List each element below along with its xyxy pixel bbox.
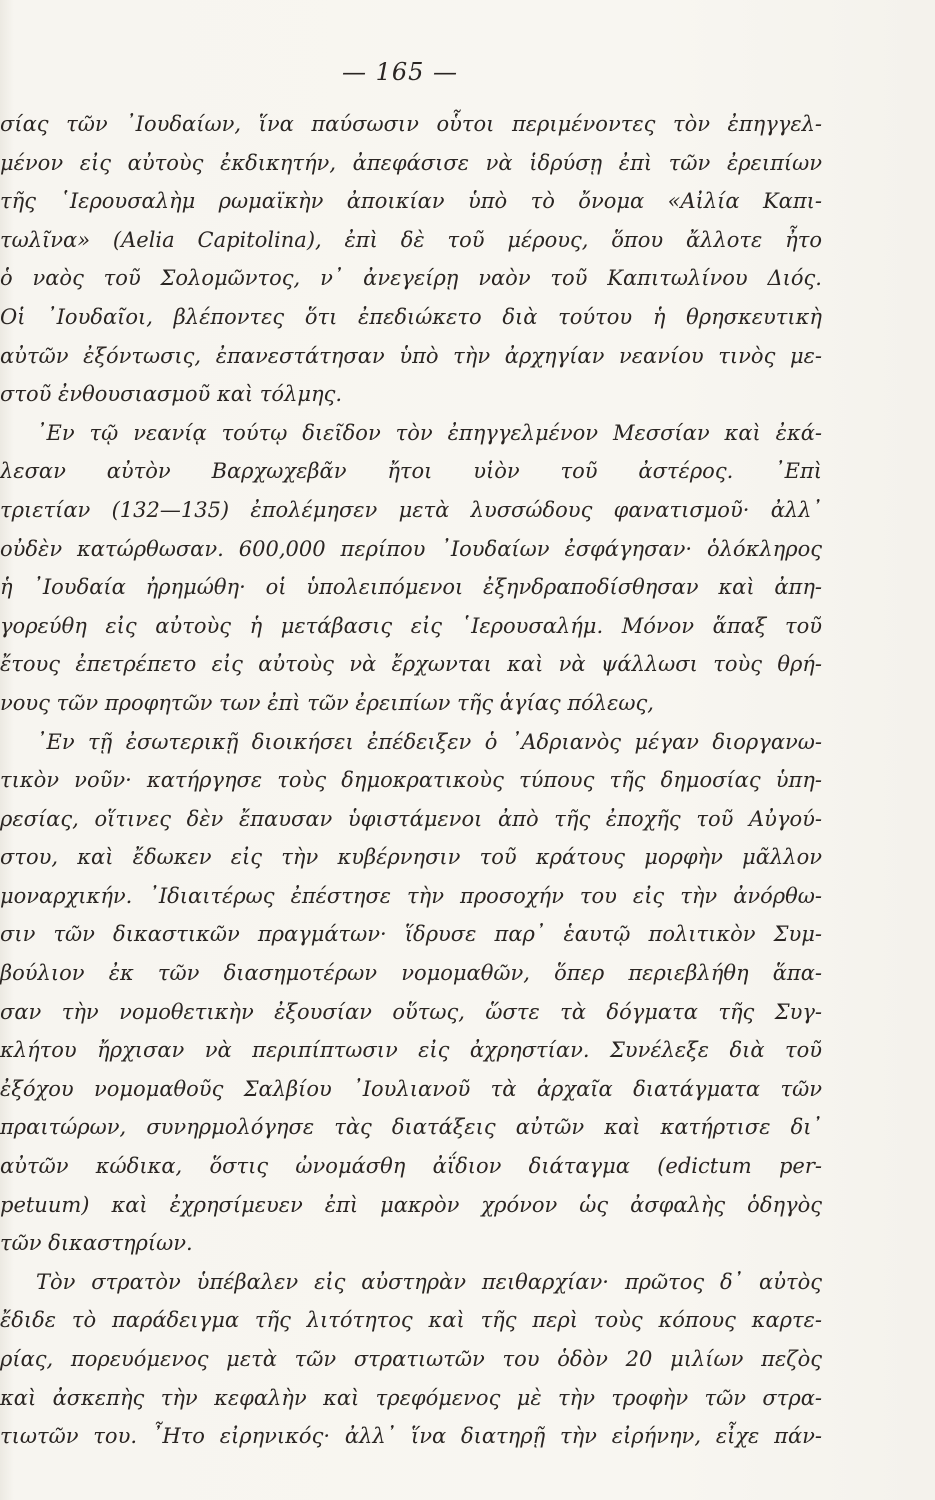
text-line: σίας τῶν ᾿Ιουδαίων, ἵνα παύσωσιν οὗτοι περιμένοντες τὸν ἐπηγγελ- bbox=[0, 112, 822, 136]
text-line: ἐξόχου νομομαθοῦς Σαλβίου ᾿Ιουλιανοῦ τὰ ἀρχαῖα διατάγματα τῶν bbox=[0, 1076, 822, 1101]
text-line: petuum) καὶ ἐχρησίμευεν ἐπὶ μακρὸν χρόνον ὡς ἀσφαλὴς ὁδηγὸς bbox=[0, 1192, 822, 1217]
text-line: ᾿Εν τῇ ἐσωτερικῇ διοικήσει ἐπέδειξεν ὁ ᾿Αδριανὸς μέγαν διοργανω- bbox=[36, 729, 822, 754]
text-line: ρεσίας, οἵτινες δὲν ἔπαυσαν ὑφιστάμενοι ἀπὸ τῆς ἐποχῆς τοῦ Αὐγού- bbox=[0, 806, 822, 831]
text-line: μοναρχικήν. ᾿Ιδιαιτέρως ἐπέστησε τὴν προσοχήν του εἰς τὴν ἀνόρθω- bbox=[0, 883, 822, 908]
text-line: τῶν δικαστηρίων. bbox=[0, 1231, 193, 1256]
text-line: σιν τῶν δικαστικῶν πραγμάτων· ἵδρυσε παρ᾿ ἑαυτῷ πολιτικὸν Συμ- bbox=[0, 922, 822, 947]
text-line: αὐτῶν κώδικα, ὅστις ὠνομάσθη ἀΐδιον διάταγμα (edictum per- bbox=[0, 1154, 822, 1179]
text-line: ἔτους ἐπετρέπετο εἰς αὐτοὺς νὰ ἔρχωνται καὶ νὰ ψάλλωσι τοὺς θρή- bbox=[0, 652, 822, 677]
text-line: ὁ ναὸς τοῦ Σολομῶντος, ν᾿ ἀνεγείρῃ ναὸν τοῦ Καπιτωλίνου Διός. bbox=[0, 266, 822, 291]
margin-mark bbox=[0, 1395, 40, 1419]
text-line: τικὸν νοῦν· κατήργησε τοὺς δημοκρατικοὺς τύπους τῆς δημοσίας ὑπη- bbox=[0, 768, 822, 793]
text-line: στου, καὶ ἔδωκεν εἰς τὴν κυβέρνησιν τοῦ κράτους μορφὴν μᾶλλον bbox=[0, 845, 822, 870]
text-line: αὐτῶν ἐξόντωσις, ἐπανεστάτησαν ὑπὸ τὴν ἀρχηγίαν νεανίου τινὸς με- bbox=[0, 343, 822, 368]
text-line: καὶ ἀσκεπὴς τὴν κεφαλὴν καὶ τρεφόμενος μὲ τὴν τροφὴν τῶν στρα- bbox=[0, 1385, 822, 1410]
page-number: — 165 — bbox=[341, 58, 459, 86]
text-line: Οἱ ᾿Ιουδαῖοι, βλέποντες ὅτι ἐπεδιώκετο διὰ τούτου ἡ θρησκευτικὴ bbox=[0, 304, 822, 329]
text-line: ρίας, πορευόμενος μετὰ τῶν στρατιωτῶν του ὁδὸν 20 μιλίων πεζὸς bbox=[0, 1347, 822, 1371]
text-line: νους τῶν προφητῶν των ἐπὶ τῶν ἐρειπίων τῆς ἁγίας πόλεως, bbox=[0, 690, 654, 715]
text-line: τωλῖνα» (Aelia Capitolina), ἐπὶ δὲ τοῦ μέρους, ὅπου ἄλλοτε ἦτο bbox=[0, 227, 822, 252]
body-text bbox=[0, 105, 822, 1456]
text-line: μένον εἰς αὐτοὺς ἐκδικητήν, ἀπεφάσισε νὰ ἱδρύσῃ ἐπὶ τῶν ἐρειπίων bbox=[0, 150, 822, 175]
text-line: τιωτῶν του. ῏Ητο εἰρηνικός· ἀλλ᾿ ἵνα διατηρῇ τὴν εἰρήνην, εἶχε πάν- bbox=[0, 1424, 822, 1449]
text-line: γορεύθη εἰς αὐτοὺς ἡ μετάβασις εἰς ῾Ιερουσαλήμ. Μόνον ἅπαξ τοῦ bbox=[0, 613, 822, 638]
text-line: βούλιον ἐκ τῶν διασημοτέρων νομομαθῶν, ὅπερ περιεβλήθη ἅπα- bbox=[0, 961, 822, 986]
text-line: στοῦ ἐνθουσιασμοῦ καὶ τόλμης. bbox=[0, 382, 343, 407]
text-line: Τὸν στρατὸν ὑπέβαλεν εἰς αὐστηρὰν πειθαρχίαν· πρῶτος δ᾿ αὐτὸς bbox=[36, 1269, 822, 1294]
text-line: τῆς ῾Ιερουσαλὴμ ρωμαϊκὴν ἀποικίαν ὑπὸ τὸ ὄνομα «Αἰλία Καπι- bbox=[0, 189, 822, 214]
text-line: ἡ ᾿Ιουδαία ἠρημώθη· οἱ ὑπολειπόμενοι ἐξηνδραποδίσθησαν καὶ ἀπη- bbox=[0, 575, 822, 600]
text-line: πραιτώρων, συνηρμολόγησε τὰς διατάξεις αὐτῶν καὶ κατήρτισε δι᾿ bbox=[0, 1115, 822, 1140]
text-line: λεσαν αὐτὸν Βαρχωχεβᾶν ἤτοι υἱὸν τοῦ ἀστέρος. ᾿Επὶ bbox=[0, 459, 822, 484]
text-line: ἔδιδε τὸ παράδειγμα τῆς λιτότητος καὶ τῆς περὶ τοὺς κόπους καρτε- bbox=[0, 1308, 822, 1333]
text-line: κλήτου ἤρχισαν νὰ περιπίπτωσιν εἰς ἀχρηστίαν. Συνέλεξε διὰ τοῦ bbox=[0, 1038, 822, 1063]
text-line: ᾿Εν τῷ νεανίᾳ τούτῳ διεῖδον τὸν ἐπηγγελμένον Μεσσίαν καὶ ἐκά- bbox=[36, 420, 822, 445]
text-line: τριετίαν (132—135) ἐπολέμησεν μετὰ λυσσώδους φανατισμοῦ· ἀλλ᾿ bbox=[0, 497, 822, 522]
text-line: σαν τὴν νομοθετικὴν ἐξουσίαν οὕτως, ὥστε τὰ δόγματα τῆς Συγ- bbox=[0, 999, 822, 1024]
text-line: οὐδὲν κατώρθωσαν. 600,000 περίπου ᾿Ιουδαίων ἐσφάγησαν· ὁλόκληρος bbox=[0, 536, 822, 561]
